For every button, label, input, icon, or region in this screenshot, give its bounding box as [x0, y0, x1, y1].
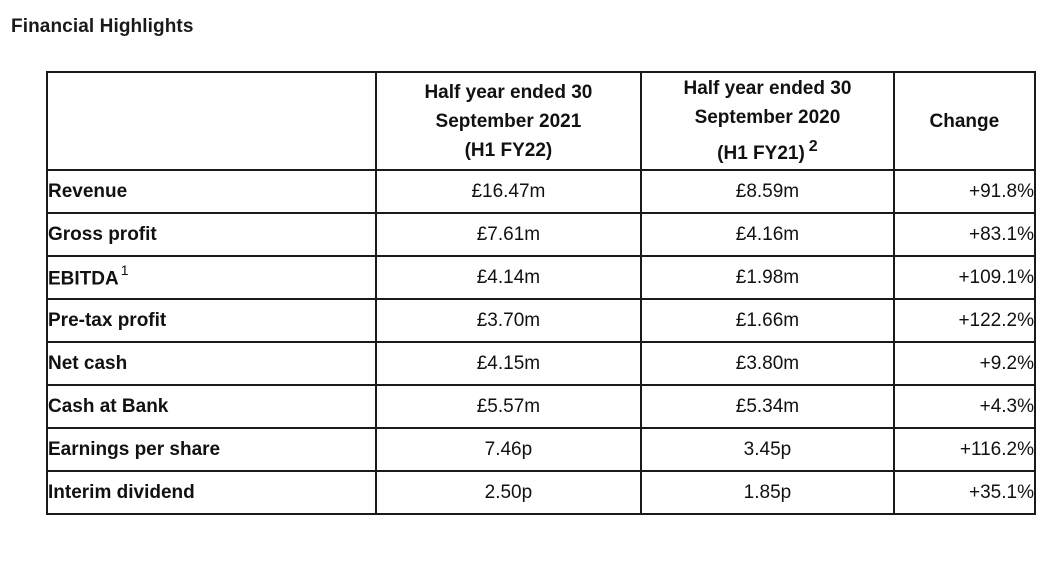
current-value-cell: 7.46p	[376, 428, 642, 471]
previous-value-cell: £5.34m	[641, 385, 894, 428]
row-footnote: 1	[120, 262, 129, 279]
header-current-line2: September 2021	[435, 110, 582, 132]
row-label: Gross profit	[48, 223, 157, 245]
change-value-cell: +116.2%	[894, 428, 1035, 471]
row-label: Cash at Bank	[48, 395, 169, 417]
previous-value-cell: £1.98m	[641, 256, 894, 299]
table-row	[47, 256, 1035, 299]
row-label: Interim dividend	[48, 481, 195, 503]
row-label-cell	[47, 471, 376, 514]
table-body	[47, 170, 1035, 514]
current-value-cell: £3.70m	[376, 299, 642, 342]
current-value-cell: £4.15m	[376, 342, 642, 385]
current-value-cell: £5.57m	[376, 385, 642, 428]
row-label: Pre-tax profit	[48, 309, 167, 331]
header-current-period	[376, 72, 642, 170]
previous-value-cell: £8.59m	[641, 170, 894, 213]
change-value-cell: +91.8%	[894, 170, 1035, 213]
header-previous-period	[641, 72, 894, 170]
header-current-line3: (H1 FY22)	[464, 139, 553, 161]
header-previous-line1: Half year ended 30	[683, 78, 852, 99]
row-label: EBITDA	[48, 268, 119, 290]
header-previous-line2: September 2020	[694, 107, 841, 128]
row-label-cell	[47, 170, 376, 213]
current-value-cell: £4.14m	[376, 256, 642, 299]
change-value-cell: +109.1%	[894, 256, 1035, 299]
row-label: Earnings per share	[48, 438, 221, 460]
change-value-cell: +122.2%	[894, 299, 1035, 342]
table-row	[47, 170, 1035, 213]
current-value-cell: £7.61m	[376, 213, 642, 256]
header-previous-line3: (H1 FY21)	[717, 143, 805, 164]
change-value-cell: +4.3%	[894, 385, 1035, 428]
row-label: Net cash	[48, 352, 128, 374]
page-title: Financial Highlights	[11, 16, 194, 37]
row-label-cell	[47, 299, 376, 342]
current-value-cell: 2.50p	[376, 471, 642, 514]
table-row	[47, 471, 1035, 514]
header-change: Change	[894, 72, 1035, 170]
previous-value-cell: 1.85p	[641, 471, 894, 514]
table-row	[47, 428, 1035, 471]
change-value-cell: +83.1%	[894, 213, 1035, 256]
row-label-cell	[47, 342, 376, 385]
previous-value-cell: 3.45p	[641, 428, 894, 471]
table-row	[47, 213, 1035, 256]
row-label-cell	[47, 385, 376, 428]
previous-value-cell: £4.16m	[641, 213, 894, 256]
change-value-cell: +9.2%	[894, 342, 1035, 385]
table-header-row	[47, 72, 1035, 170]
row-label-cell	[47, 428, 376, 471]
header-metric	[47, 72, 376, 170]
current-value-cell: £16.47m	[376, 170, 642, 213]
table-row	[47, 299, 1035, 342]
change-value-cell: +35.1%	[894, 471, 1035, 514]
row-label-cell	[47, 213, 376, 256]
previous-value-cell: £1.66m	[641, 299, 894, 342]
financial-highlights-table	[46, 71, 1036, 515]
header-previous-footnote: 2	[808, 138, 818, 155]
row-label-cell	[47, 256, 376, 299]
table-row	[47, 342, 1035, 385]
previous-value-cell: £3.80m	[641, 342, 894, 385]
header-current-line1: Half year ended 30	[424, 81, 593, 103]
table-row	[47, 385, 1035, 428]
row-label: Revenue	[48, 180, 128, 202]
